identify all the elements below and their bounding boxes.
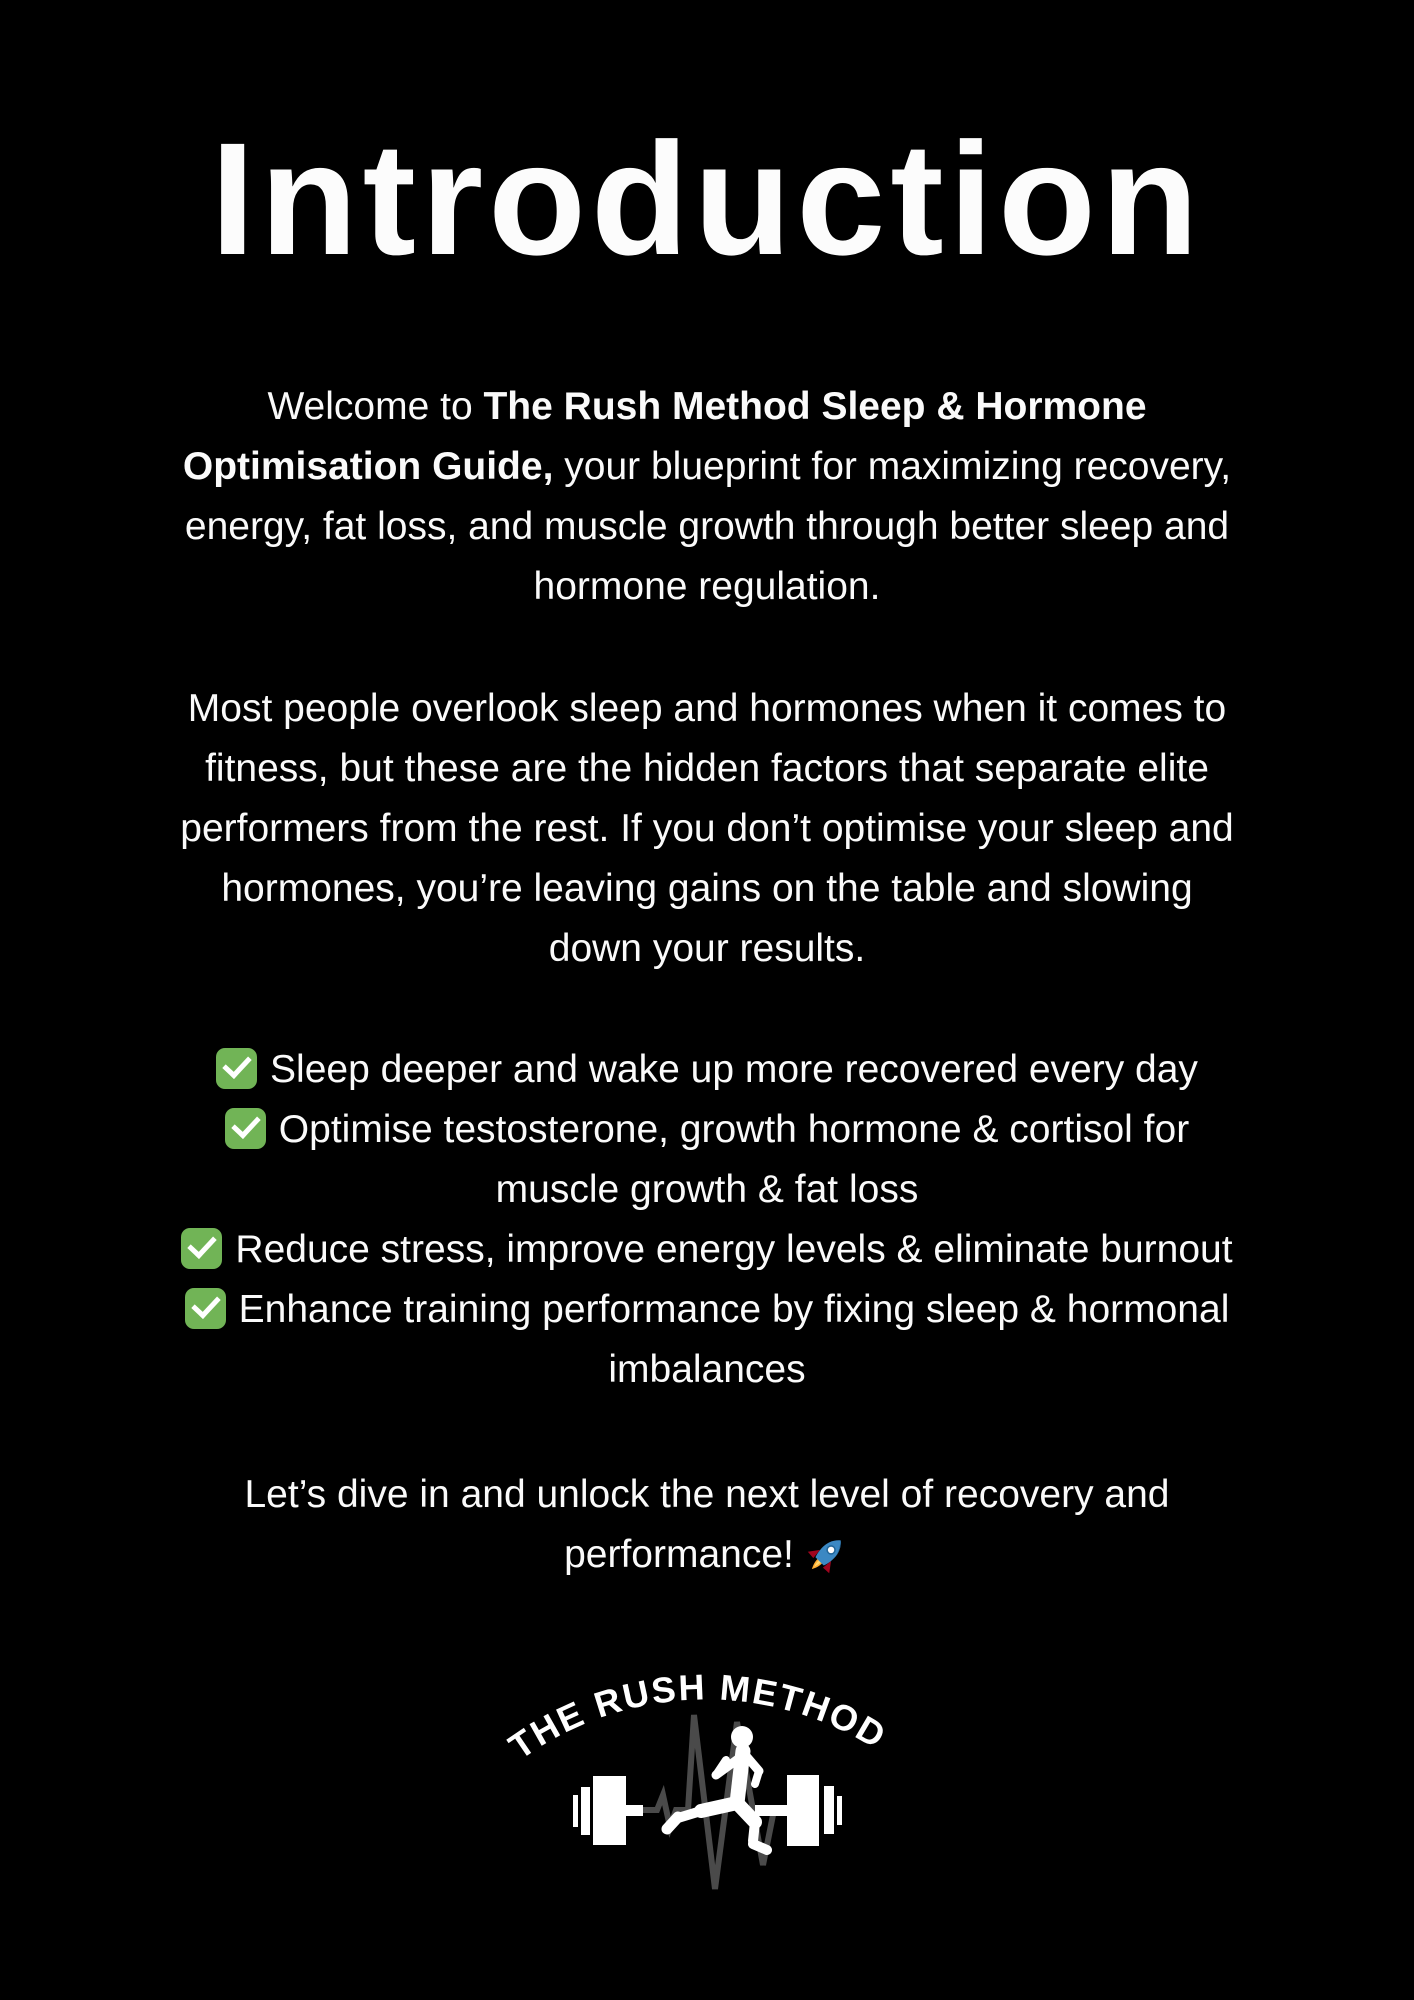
text-line [0, 1100, 1414, 1160]
check-icon [216, 1048, 257, 1089]
dumbbell-bar-left [626, 1805, 643, 1816]
check-icon [225, 1108, 266, 1149]
closing-line-2: performance! [564, 1533, 794, 1576]
text: hormone regulation. [533, 565, 881, 608]
dumbbell-right-mid-plate [824, 1786, 834, 1834]
closing-paragraph [0, 1465, 1414, 1585]
rocket-icon [804, 1531, 850, 1577]
text-line [0, 497, 1414, 557]
bold-text: Optimisation Guide, [182, 445, 554, 488]
text-line [0, 1280, 1414, 1340]
text: energy, fat loss, and muscle growth through better sleep and [184, 505, 1230, 548]
text-line [0, 437, 1414, 497]
check-icon [185, 1288, 226, 1329]
benefit-text: Sleep deeper and wake up more recovered every day [270, 1048, 1198, 1091]
dumbbell-left-big-plate [593, 1776, 626, 1845]
text-line: fitness, but these are the hidden factors that separate elite [205, 747, 1209, 790]
dumbbell-left-outer-plate [573, 1795, 578, 1827]
brand-logo [0, 1647, 1414, 1923]
benefit-text: imbalances [608, 1348, 806, 1391]
text-line [0, 1160, 1414, 1220]
benefits-list [0, 1040, 1414, 1400]
closing-line-1: Let’s dive in and unlock the next level of recovery and [244, 1473, 1170, 1516]
benefit-text: Optimise testosterone, growth hormone & cortisol for [278, 1108, 1190, 1151]
text-line: hormones, you’re leaving gains on the table and slowing [221, 867, 1193, 910]
benefit-text: Reduce stress, improve energy levels & eliminate burnout [235, 1228, 1233, 1271]
dumbbell-left-mid-plate [581, 1787, 590, 1835]
overview-paragraph [0, 679, 1414, 979]
text-line [0, 1525, 1414, 1585]
text-line: Most people overlook sleep and hormones when it comes to [187, 687, 1227, 730]
text-line [0, 1040, 1414, 1100]
check-icon [181, 1228, 222, 1269]
text-line: down your results. [548, 927, 866, 970]
text-line [0, 377, 1414, 437]
text: Welcome to [267, 385, 484, 428]
text-line [0, 1340, 1414, 1400]
bold-text: The Rush Method Sleep & Hormone [483, 385, 1147, 428]
welcome-paragraph [0, 377, 1414, 617]
page-title: Introduction [210, 109, 1204, 288]
text-line [0, 557, 1414, 617]
curved-brand-text: THE RUSH METHOD [501, 1666, 895, 1768]
text-line [0, 1465, 1414, 1525]
dumbbell-right-outer-plate [837, 1796, 842, 1825]
benefit-text: muscle growth & fat loss [495, 1168, 919, 1211]
dumbbell-right-big-plate [787, 1775, 819, 1846]
benefit-text: Enhance training performance by fixing sleep & hormonal [238, 1288, 1230, 1331]
dumbbell-bar-right [755, 1805, 788, 1816]
text: your blueprint for maximizing recovery, [553, 445, 1232, 488]
text-line [0, 1220, 1414, 1280]
text-line: performers from the rest. If you don’t optimise your sleep and [180, 807, 1234, 850]
